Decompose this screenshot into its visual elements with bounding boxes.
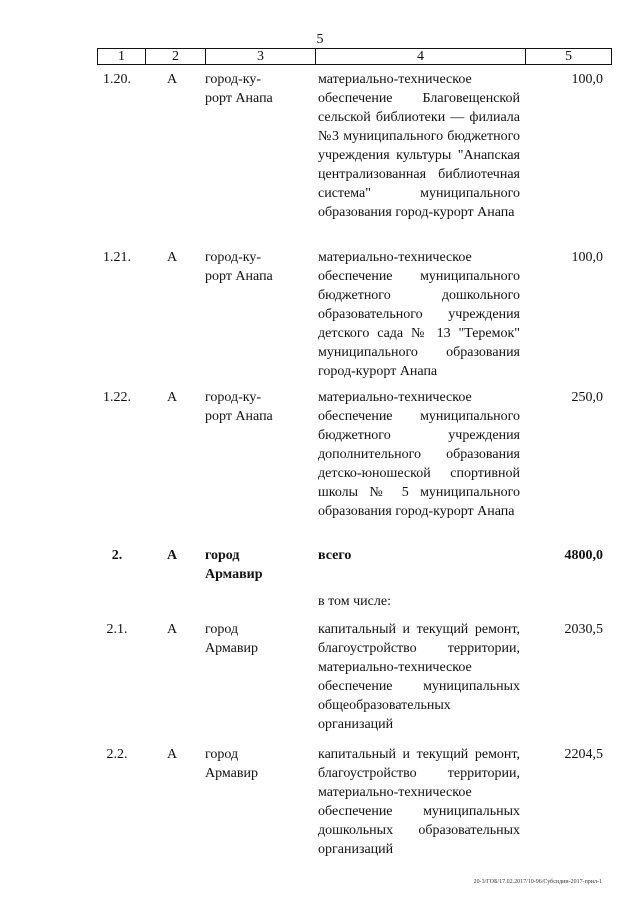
row-number: 2.1. bbox=[106, 622, 128, 637]
row-amount: 100,0 bbox=[571, 250, 603, 265]
header-col-2: 2 bbox=[146, 49, 206, 64]
row-code: А bbox=[166, 622, 178, 637]
row-number: 1.22. bbox=[103, 390, 131, 405]
row-amount: 100,0 bbox=[571, 72, 603, 87]
header-col-4: 4 bbox=[316, 49, 526, 64]
row-municipality: город Армавир bbox=[205, 747, 258, 781]
row-description: капитальный и текущий ремонт, благоустройство территории, материально-техническое обеспечение муниципальных дошкольных образовательных организаций bbox=[318, 747, 520, 857]
row-municipality: город Армавир bbox=[205, 548, 263, 582]
row-amount: 2204,5 bbox=[564, 747, 603, 762]
row-municipality: город-ку- рорт Анапа bbox=[205, 390, 273, 424]
row-number: 1.21. bbox=[103, 250, 131, 265]
table-header bbox=[97, 48, 612, 65]
header-col-1: 1 bbox=[98, 49, 146, 64]
page-number: 5 bbox=[316, 32, 324, 47]
row-description: материально-техническое обеспечение муниципального бюджетного дошкольного образовательного учреждения детского сада № 13 "Теремок" муниципального образования город-курорт Анапа bbox=[318, 250, 520, 379]
row-description: в том числе: bbox=[318, 594, 391, 609]
row-number: 2. bbox=[111, 548, 123, 563]
header-col-5: 5 bbox=[565, 49, 572, 64]
row-code: А bbox=[166, 548, 178, 563]
row-description: всего bbox=[318, 548, 352, 563]
row-description: материально-техническое обеспечение Благовещенской сельской библиотеки — филиала №3 муниципального бюджетного учреждения культуры "Анапская централизованная библиотечная система" муниципального образования город-курорт Анапа bbox=[318, 72, 520, 220]
row-code: А bbox=[166, 72, 178, 87]
row-code: А bbox=[166, 390, 178, 405]
header-col-3: 3 bbox=[206, 49, 316, 64]
row-municipality: город-ку- рорт Анапа bbox=[205, 72, 273, 106]
row-code: А bbox=[166, 250, 178, 265]
row-amount: 4800,0 bbox=[564, 548, 603, 563]
row-municipality: город Армавир bbox=[205, 622, 258, 656]
row-amount: 250,0 bbox=[571, 390, 603, 405]
document-footer: 20-3/ГОБ/17.02.2017/10-96/Субсидии-2017-прил-1 bbox=[473, 879, 602, 885]
row-municipality: город-ку- рорт Анапа bbox=[205, 250, 273, 284]
row-amount: 2030,5 bbox=[564, 622, 603, 637]
row-description: капитальный и текущий ремонт, благоустройство территории, материально-техническое обеспечение муниципальных общеобразовательных организаций bbox=[318, 622, 520, 732]
row-code: А bbox=[166, 747, 178, 762]
row-number: 2.2. bbox=[106, 747, 128, 762]
row-description: материально-техническое обеспечение муниципального бюджетного учреждения дополнительного образования детско-юношеской спортивной школы № 5 муниципального образования город-курорт Анапа bbox=[318, 390, 520, 519]
row-number: 1.20. bbox=[103, 72, 131, 87]
